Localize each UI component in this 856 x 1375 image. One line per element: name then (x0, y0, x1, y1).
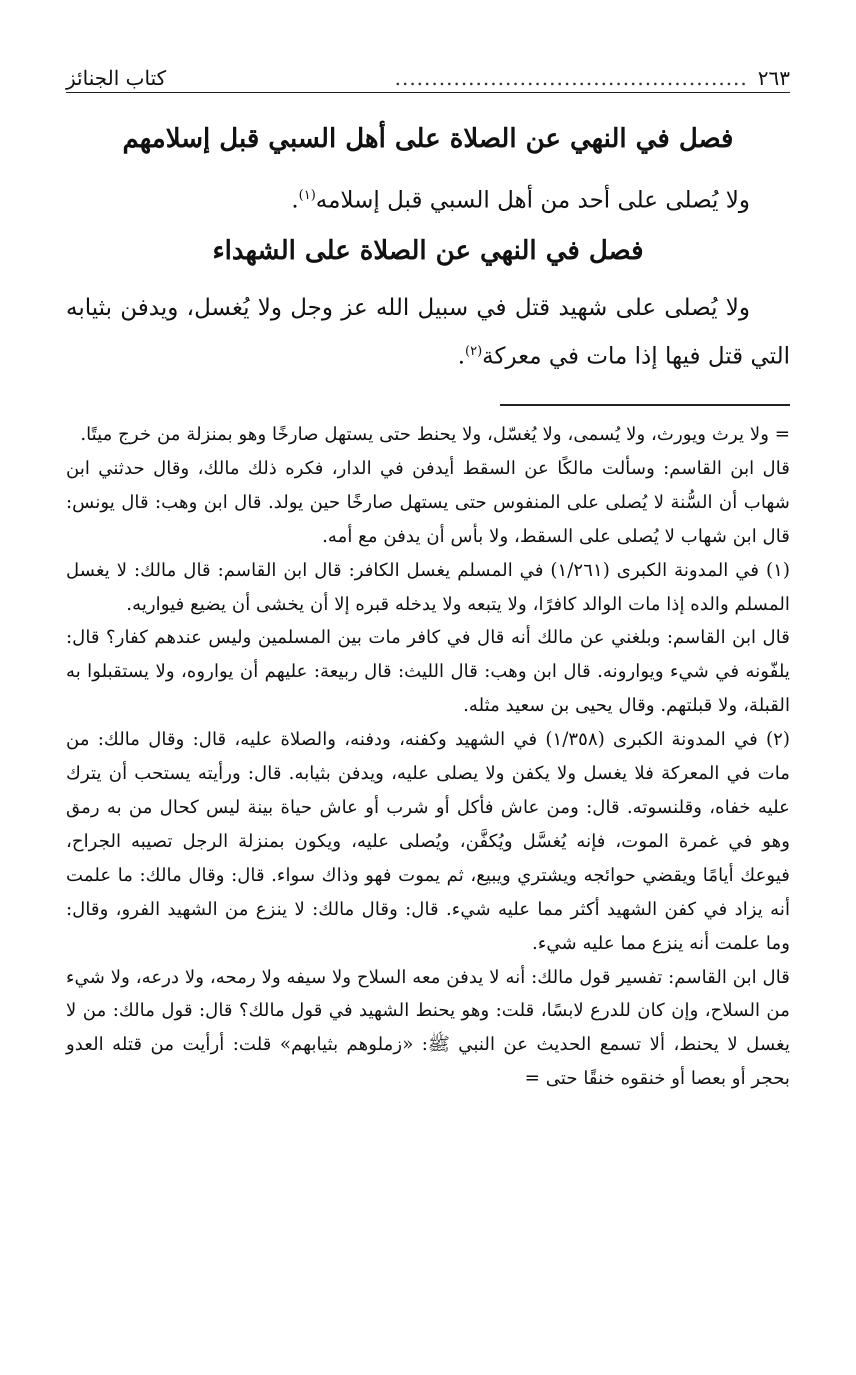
footnote-paragraph: = ولا يرث ويورث، ولا يُسمى، ولا يُغسّل، ولا يحنط حتى يستهل صارخًا وهو بمنزلة من خرج ميتًا. (80, 424, 790, 445)
dot-leader: ................................................ (394, 66, 748, 90)
page-number: ٢٦٣ (757, 66, 790, 90)
section-text-captives: ولا يُصلى على أحد من أهل السبي قبل إسلامه$^{(١)}$. (291, 187, 750, 214)
footnote-ref[interactable]: (١) (298, 188, 316, 203)
section-heading-captives: فصل في النهي عن الصلاة على أهل السبي قبل إسلامهم (122, 124, 734, 154)
footnote-ref[interactable]: (٢) (465, 344, 483, 359)
paragraph-text: ولا يُصلى على أحد من أهل السبي قبل إسلامه (315, 187, 750, 214)
footnote-separator (500, 404, 790, 406)
section-heading-martyrs: فصل في النهي عن الصلاة على الشهداء (212, 236, 644, 266)
running-header (66, 64, 790, 93)
footnotes (66, 418, 790, 1096)
footnote-paragraph: قال ابن القاسم: تفسير قول مالك: أنه لا يدفن معه السلاح ولا سيفه ولا رمحه، ولا درعه، ولا شيء من السلاح، وإن كان للدرع لابسًا، قلت: وهو يحنط الشهيد في قول مالك؟ قال: قول مالك: من لا يغسل لا يحنط، ألا تسمع الحديث عن النبي ﷺ: «زملوهم بثيابهم» قلت: أرأيت من قتله العدو بحجر أو بعصا أو خنقوه خنقًا حتى = (66, 966, 790, 1090)
footnote-1: (١) في المدونة الكبرى (١/٢٦١) في المسلم يغسل الكافر: قال ابن القاسم: قال مالك: لا يغسل المسلم والده إذا مات الوالد كافرًا، ولا يتبعه ولا يدخله قبره إلا أن يخشى أن يضيع فيواريه. (66, 559, 790, 615)
footnote-2: (٢) في المدونة الكبرى (١/٣٥٨) في الشهيد وكفنه، ودفنه، والصلاة عليه، قال: وقال مالك: من مات في المعركة فلا يغسل ولا يكفن ولا يصلى عليه، ويدفن بثيابه. قال: ورأيته يستحب أن يترك عليه خفاه، وقلنسوته. قال: ومن عاش فأكل أو شرب أو عاش حياة بينة ليس كحال من به رمق وهو في غمرة الموت، فإنه يُغسَّل ويُكفَّن، ويُصلى عليه، ويكون بمنزلة الرجل تصيبه الجراح، فيوعك أيامًا ويقضي حوائجه ويشتري ويبيع، ثم يموت فهو وذاك سواء. قال: وقال مالك: ما علمت أنه يزاد في كفن الشهيد أكثر مما عليه شيء. قال: وقال مالك: لا ينزع من الشهيد الفرو، وقال: وما علمت أنه ينزع مما عليه شيء. (66, 729, 790, 954)
footnote-paragraph: قال ابن القاسم: وبلغني عن مالك أنه قال في كافر مات بين المسلمين وليس عندهم كفار؟ قال: يلفّونه في شيء ويوارونه. قال ابن وهب: قال الليث: قال ربيعة: عليهم أن يواروه، ولا يستقبلوا به القبلة، ولا قبلتهم. وقال يحيى بن سعيد مثله. (66, 627, 790, 717)
paragraph-text: ولا يُصلى على شهيد قتل في سبيل الله عز وجل ولا يُغسل، ويدفن بثيابه التي قتل فيها إذا مات في معركة (66, 295, 790, 370)
footnote-paragraph: قال ابن القاسم: وسألت مالكًا عن السقط أيدفن في الدار، فكره ذلك مالك، وقال حدثني ابن شهاب أن السُّنة لا يُصلى على المنفوس حتى يستهل صارخًا حين يولد. قال ابن وهب: قال يونس: قال ابن شهاب لا يُصلى على السقط، ولا بأس أن يدفن مع أمه. (66, 457, 790, 547)
book-title: كتاب الجنائز (66, 66, 167, 90)
section-text-martyrs: ولا يُصلى على شهيد قتل في سبيل الله عز وجل ولا يُغسل، ويدفن بثيابه التي قتل فيها إذا مات في معركة$^{(٢)}$. (66, 295, 790, 370)
